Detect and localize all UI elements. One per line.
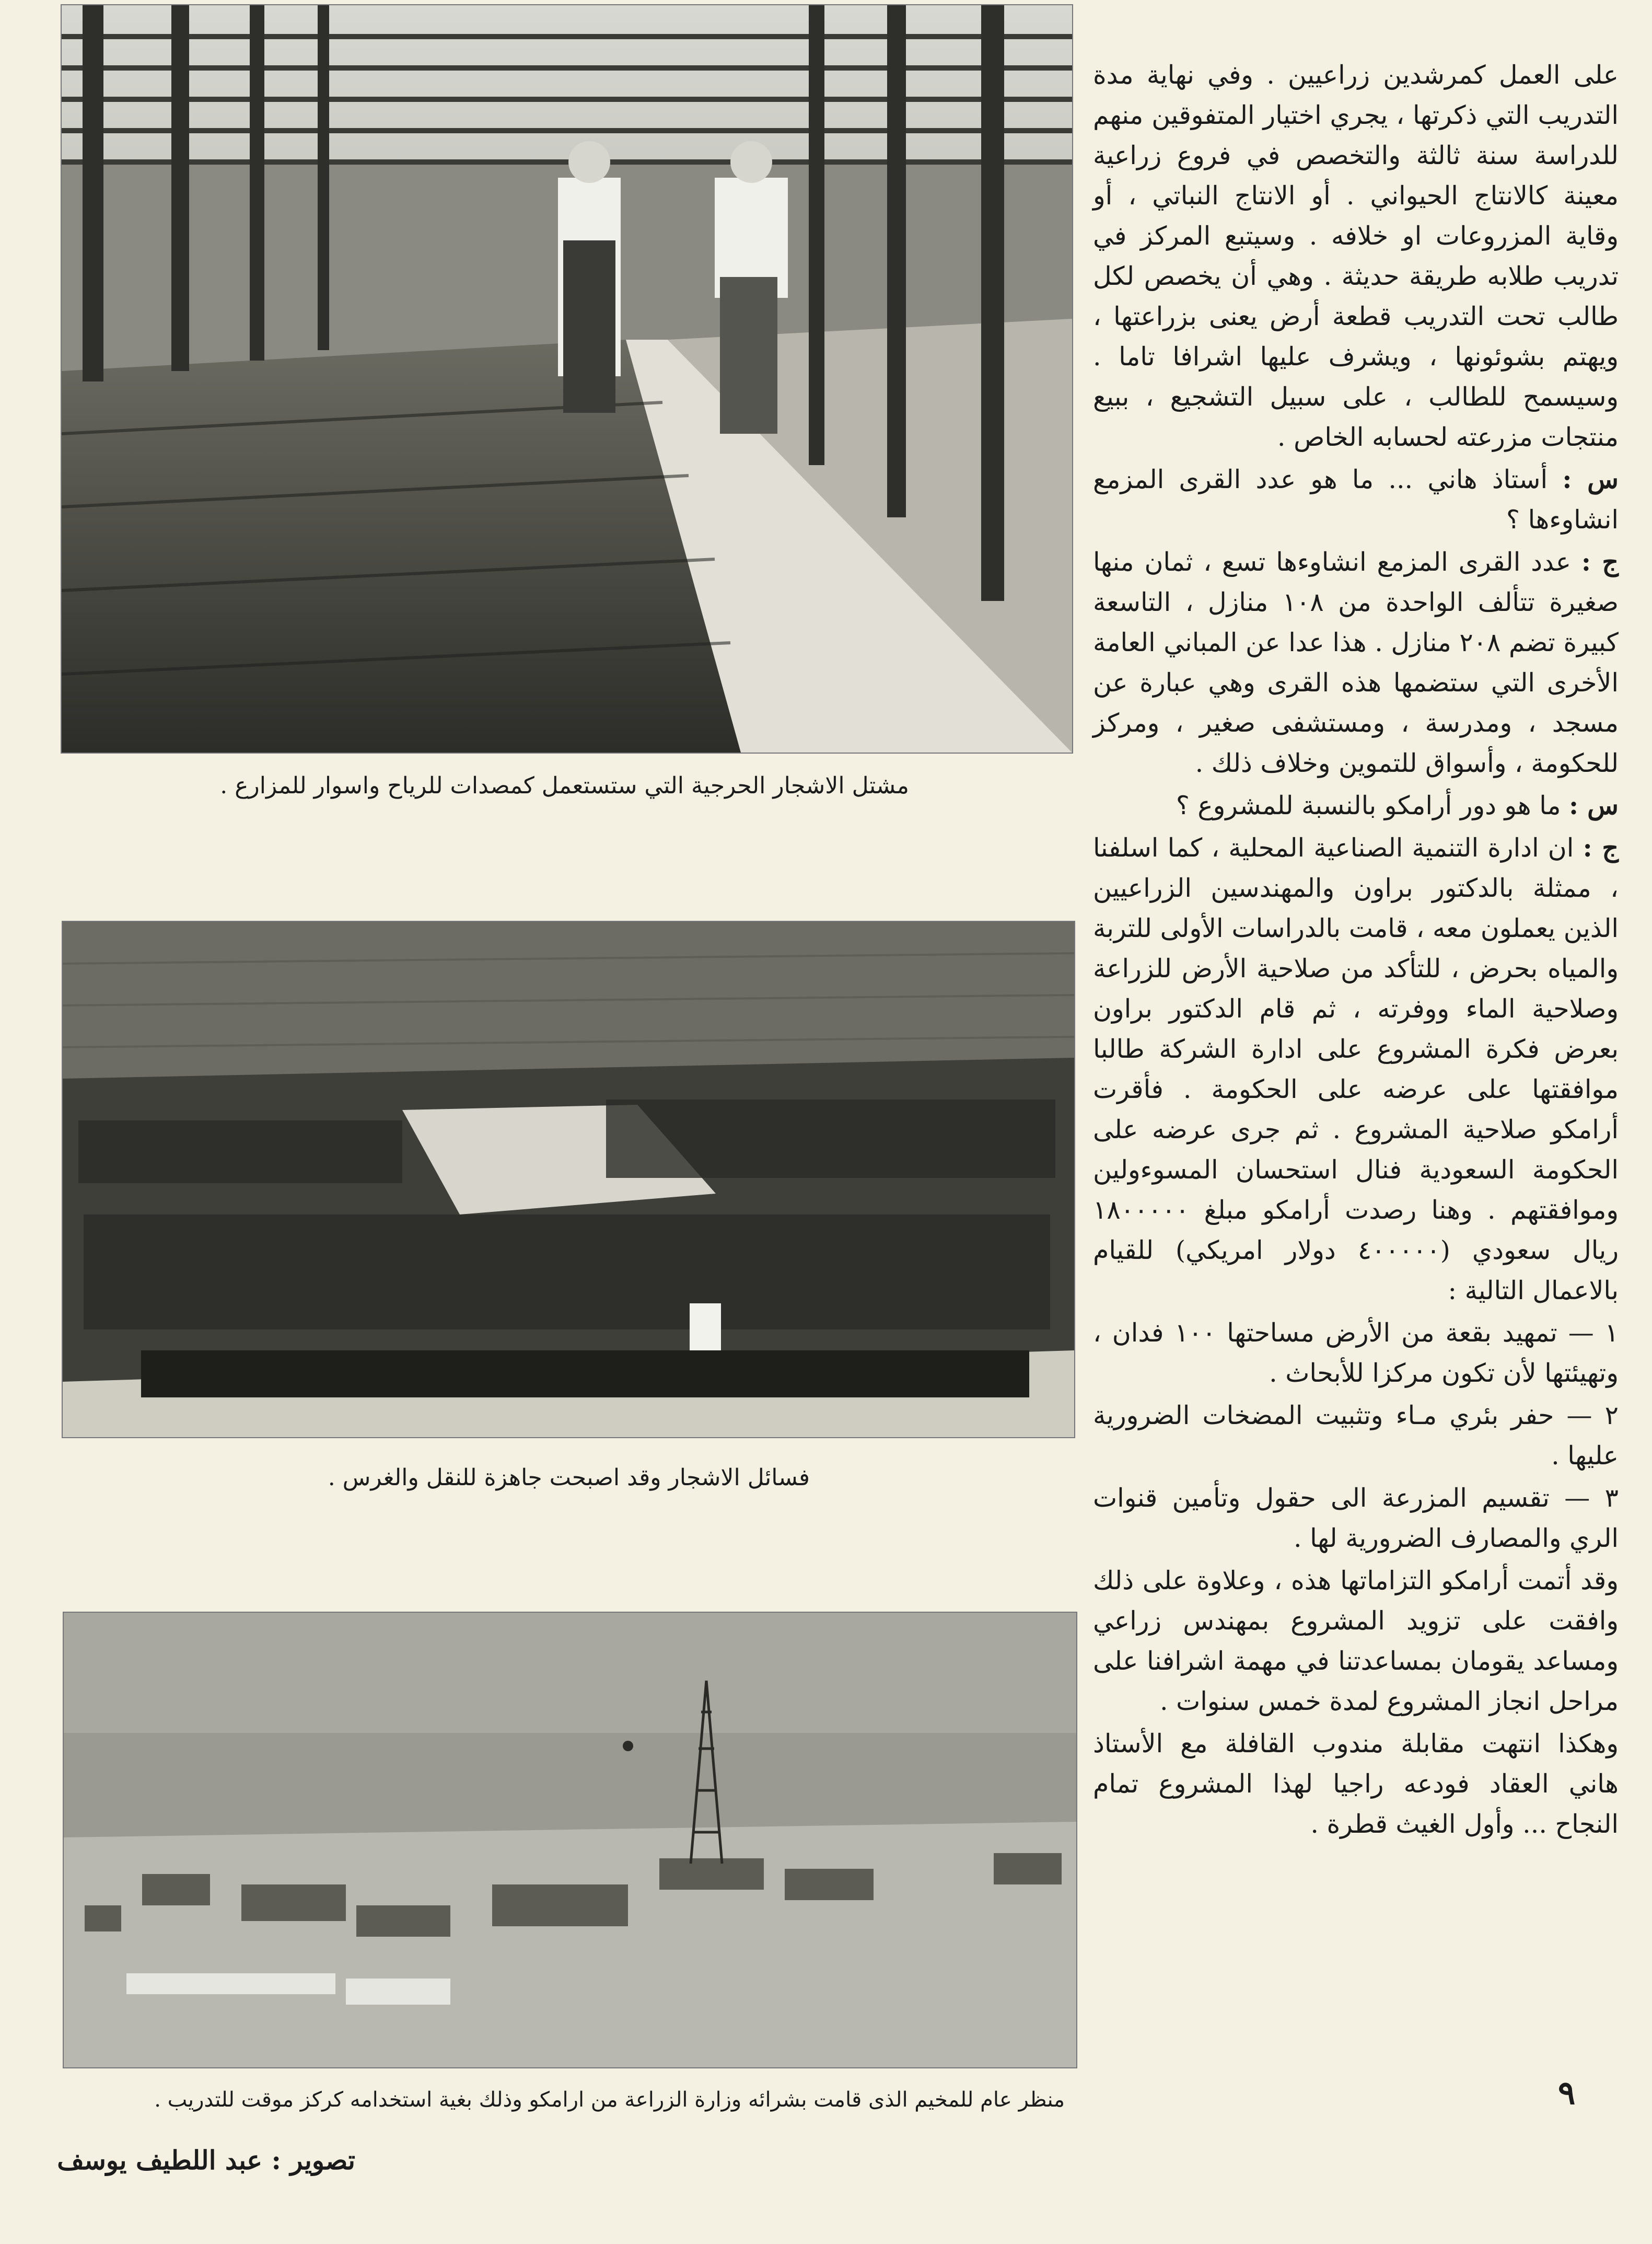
- article-text-column: [1093, 55, 1619, 1846]
- list-item-2: [1093, 1395, 1619, 1476]
- paragraph-text: ٢ — حفر بئري مـاء وتثبيت المضخات الضرورية عليها .: [1093, 1401, 1619, 1471]
- page-number: ٩: [1558, 2074, 1576, 2112]
- list-item-1: [1093, 1313, 1619, 1393]
- paragraph-text: وهكذا انتهت مقابلة مندوب القافلة مع الأستاذ هاني العقاد فودعه راجيا لهذا المشروع تمام النجاح ... وأول الغيث قطرة .: [1093, 1729, 1619, 1839]
- camp-photo: [63, 1612, 1077, 2068]
- camp-aerial-view-icon: [64, 1613, 1076, 2067]
- paragraph-text: ٣ — تقسيم المزرعة الى حقول وتأمين قنوات الري والمصارف الضرورية لها .: [1093, 1483, 1619, 1553]
- nursery-caption: مشتل الاشجار الحرجية التي ستستعمل كمصدات للرياح واسوار للمزارع .: [220, 772, 909, 799]
- paragraph-text: عدد القرى المزمع انشاوءها تسع ، ثمان منها صغيرة تتألف الواحدة من ١٠٨ منازل ، التاسعة كبيرة تضم ٢٠٨ منازل . هذا عدا عن المباني العامة الأخرى التي ستضمها هذه القرى وهي عبارة عن مسجد ، ومدرسة ، ومستشفى صغير ، ومركز للحكومة ، وأسواق للتموين وخلاف ذلك .: [1093, 547, 1619, 778]
- paragraph-text: ما هو دور أرامكو بالنسبة للمشروع ؟: [1176, 791, 1561, 820]
- paragraph-text: أستاذ هاني ... ما هو عدد القرى المزمع انشاوءها ؟: [1093, 465, 1619, 535]
- answer-paragraph-1: [1093, 542, 1619, 783]
- paragraph-text: ١ — تمهيد بقعة من الأرض مساحتها ١٠٠ فدان ، وتهيئتها لأن تكون مركزا للأبحاث .: [1093, 1318, 1619, 1388]
- paragraph-text: وقد أتمت أرامكو التزاماتها هذه ، وعلاوة على ذلك وافقت على تزويد المشروع بمهندس زراعي ومساعد يقومان بمساعدتنا في مهمة اشرافنا على مراحل انجاز المشروع لمدة خمس سنوات .: [1093, 1566, 1619, 1716]
- answer-label: ج :: [1581, 547, 1619, 577]
- seedlings-photo: [62, 921, 1075, 1438]
- question-label: س :: [1562, 464, 1619, 494]
- paragraph-text: على العمل كمرشدين زراعيين . وفي نهاية مدة التدريب التي ذكرتها ، يجري اختيار المتفوقين منهم للدراسة سنة ثالثة والتخصص في فروع زراعية معينة كالانتاج الحيواني . أو الانتاج النباتي ، أو وقاية المزروعات او خلافه . وسيتبع المركز في تدريب طلابه طريقة حديثة . وهي أن يخصص لكل طالب تحت التدريب قطعة أرض يعنى بزراعتها ، ويهتم بشوئونها ، ويشرف عليها اشرافا تاما . وسيسمح للطالب ، على سبيل التشجيع ، ببيع منتجات مزرعته لحسابه الخاص .: [1093, 60, 1619, 452]
- nursery-photo: [61, 4, 1073, 754]
- paragraph-text: ان ادارة التنمية الصناعية المحلية ، كما اسلفنا ، ممثلة بالدكتور براون والمهندسين الزراعيين الذين يعملون معه ، قامت بالدراسات الأولى للتربة والمياه بحرض ، للتأكد من صلاحية الأرض للزراعة وصلاحية الماء ووفرته ، ثم قام الدكتور براون بعرض فكرة المشروع على ادارة الشركة طالبا موافقتها على عرضه على الحكومة . فأقرت أرامكو صلاحية المشروع . ثم جرى عرضه على الحكومة السعودية فنال استحسان المسوءولين وموافقتهم . وهنا رصدت أرامكو مبلغ ١٨٠٠٠٠٠ ريال سعودي (٤٠٠٠٠٠ دولار امريكي) للقيام بالاعمال التالية :: [1093, 833, 1619, 1305]
- answer-paragraph-2: [1093, 828, 1619, 1311]
- shade-house-nursery-icon: [62, 5, 1072, 753]
- photo-credit: تصوير : عبد اللطيف يوسف: [57, 2145, 355, 2176]
- camp-caption: منظر عام للمخيم الذى قامت بشرائه وزارة الزراعة من ارامكو وذلك بغية استخدامه كركز موقت للتدريب .: [154, 2088, 1065, 2112]
- list-item-3: [1093, 1478, 1619, 1558]
- question-paragraph-1: [1093, 459, 1619, 540]
- article-paragraph-2: [1093, 1560, 1619, 1721]
- question-label: س :: [1569, 790, 1619, 820]
- potted-seedlings-icon: [63, 922, 1074, 1437]
- article-paragraph-1: [1093, 55, 1619, 457]
- article-paragraph-3: [1093, 1724, 1619, 1844]
- seedlings-caption: فسائل الاشجار وقد اصبحت جاهزة للنقل والغرس .: [328, 1464, 810, 1491]
- answer-label: ج :: [1583, 832, 1619, 863]
- question-paragraph-2: [1093, 785, 1619, 826]
